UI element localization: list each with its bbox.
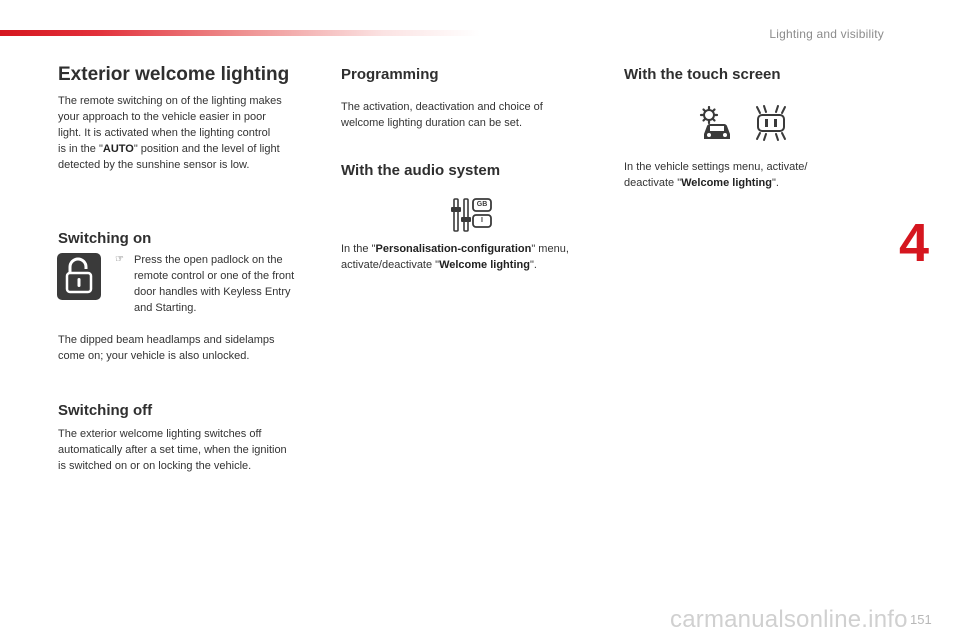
audio-line — [341, 257, 607, 273]
welcome-lighting-icon — [752, 104, 790, 142]
switching-off-paragraph — [58, 426, 324, 474]
text-span: activate/deactivate " — [341, 259, 440, 271]
text-span: is in the " — [58, 143, 103, 155]
chapter-number: 4 — [899, 213, 930, 273]
intro-line: light. It is activated when the lighting control — [58, 127, 271, 139]
intro-line: The remote switching on of the lighting makes — [58, 95, 282, 107]
programming-paragraph — [341, 99, 601, 131]
off-line: automatically after a set time, when the ignition — [58, 444, 287, 456]
audio-system-heading: With the audio system — [341, 162, 501, 179]
text-span: deactivate " — [624, 177, 682, 189]
switching-off-heading: Switching off — [58, 402, 153, 419]
intro-line: detected by the sunshine sensor is low. — [58, 159, 250, 171]
programming-line: welcome lighting duration can be set. — [341, 117, 522, 129]
audio-line — [341, 241, 607, 257]
vehicle-settings-icon — [699, 106, 735, 142]
text-span: " menu, — [531, 243, 569, 255]
off-line: The exterior welcome lighting switches off — [58, 428, 262, 440]
intro-paragraph — [58, 93, 320, 173]
switching-on-heading: Switching on — [58, 230, 152, 247]
watermark: carmanualsonline.info — [670, 606, 908, 633]
bullet-line: and Starting. — [134, 302, 197, 314]
bullet-marker-icon: ☞ — [115, 254, 124, 265]
option-name: Welcome lighting — [681, 177, 772, 189]
audio-badge-top: GB — [476, 201, 488, 208]
audio-paragraph — [341, 241, 607, 273]
text-span: " position and the level of light — [133, 143, 280, 155]
audio-settings-icon — [450, 197, 494, 233]
text-span: ". — [529, 259, 537, 271]
touch-screen-heading: With the touch screen — [624, 66, 781, 83]
text-span: In the " — [341, 243, 376, 255]
text-span: ". — [771, 177, 779, 189]
menu-name: Personalisation-configuration — [375, 243, 532, 255]
header-accent-bar — [0, 30, 480, 36]
bullet-line: Press the open padlock on the — [134, 254, 283, 266]
bullet-line: remote control or one of the front — [134, 270, 295, 282]
programming-line: The activation, deactivation and choice of — [341, 101, 543, 113]
intro-line — [58, 141, 320, 157]
dipped-beam-paragraph — [58, 332, 320, 364]
touch-line — [624, 175, 890, 191]
switching-on-bullet — [115, 252, 325, 316]
auto-keyword: AUTO — [102, 143, 134, 155]
option-name: Welcome lighting — [439, 259, 530, 271]
dipped-line: come on; your vehicle is also unlocked. — [58, 350, 250, 362]
touch-screen-paragraph — [624, 159, 890, 191]
bullet-line: door handles with Keyless Entry — [134, 286, 291, 298]
audio-badge-bottom: I — [481, 217, 483, 224]
programming-heading: Programming — [341, 66, 439, 83]
section-title: Lighting and visibility — [769, 27, 884, 41]
off-line: is switched on or on locking the vehicle. — [58, 460, 252, 472]
touch-line: In the vehicle settings menu, activate/ — [624, 161, 808, 173]
page-title: Exterior welcome lighting — [58, 64, 290, 85]
dipped-line: The dipped beam headlamps and sidelamps — [58, 334, 275, 346]
page-number: 151 — [910, 612, 932, 627]
padlock-open-icon — [57, 253, 101, 300]
intro-line: your approach to the vehicle easier in poor — [58, 111, 266, 123]
